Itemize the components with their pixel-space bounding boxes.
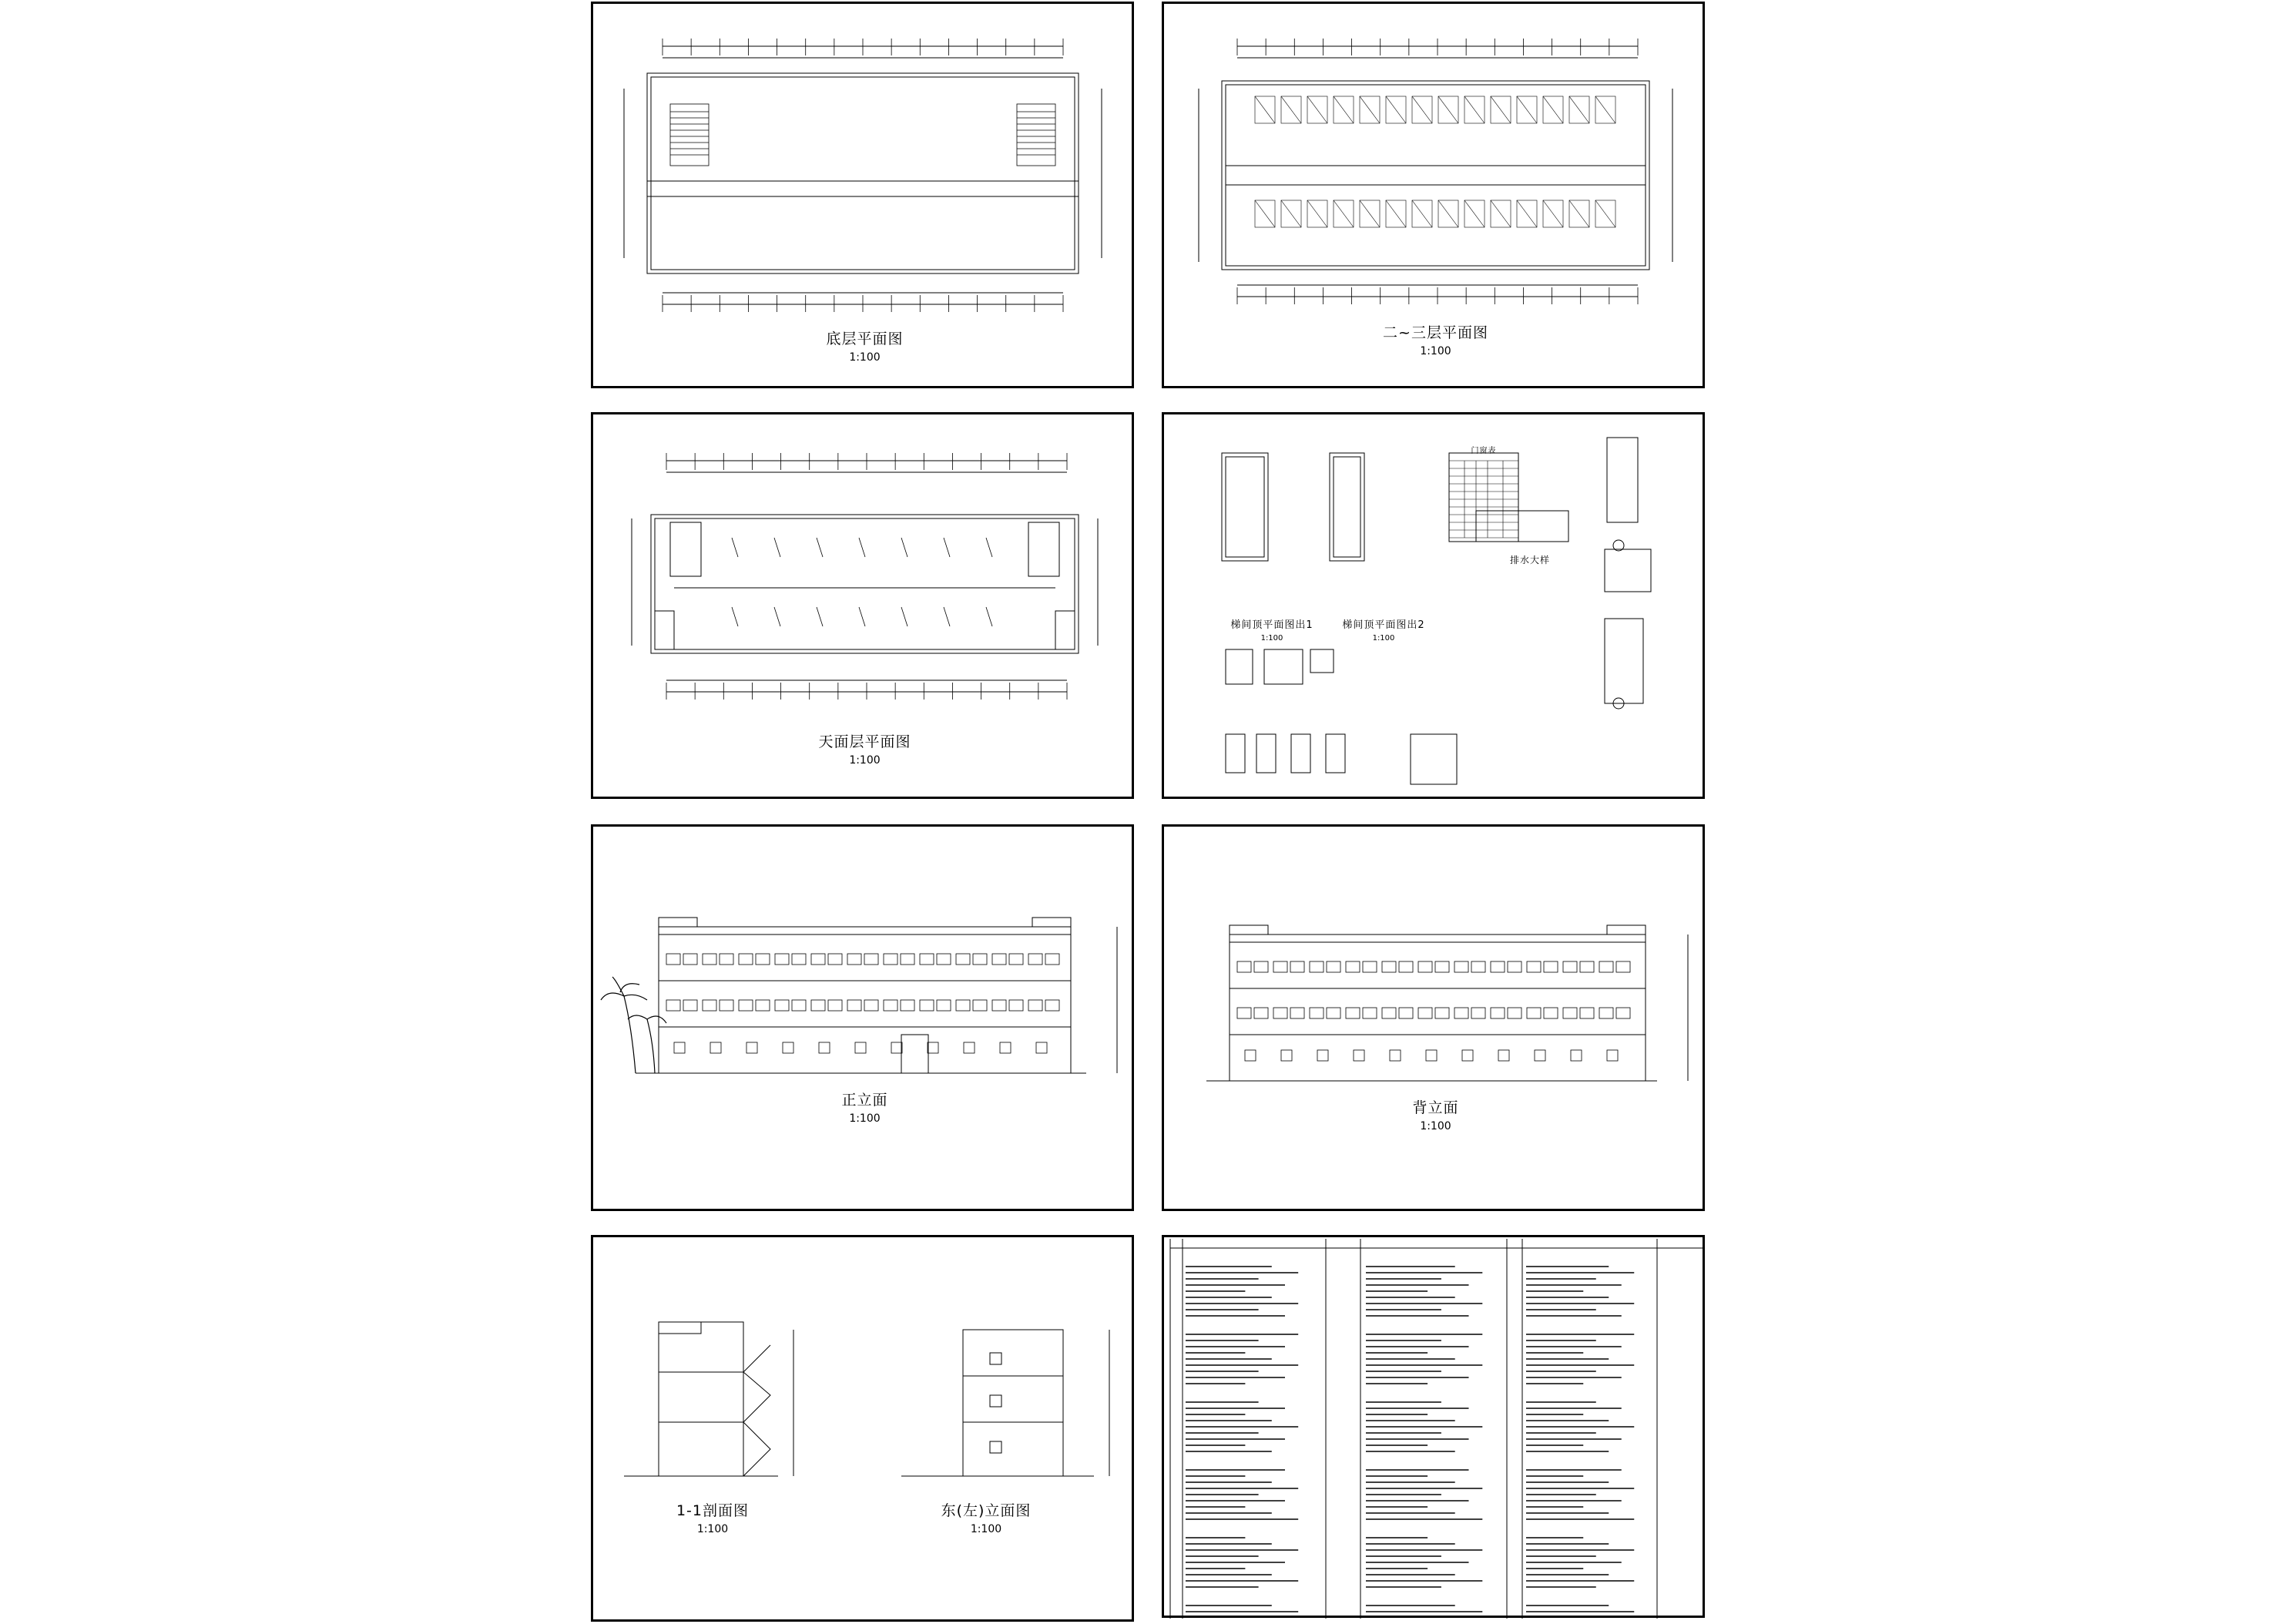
front-elevation-title <box>593 1089 1136 1125</box>
sheet-title: 二~三层平面图 <box>1383 324 1488 341</box>
sheet-scale: 1:100 <box>1420 1120 1451 1132</box>
side-elevation-title <box>901 1499 1071 1535</box>
section-side-drawing <box>593 1237 1136 1624</box>
ground-floor-plan-title <box>593 327 1136 364</box>
roof-plan-title <box>593 730 1136 767</box>
detail-scale: 1:100 <box>1372 634 1395 643</box>
sheet-upper-floor-plan <box>1162 2 1705 388</box>
rear-elevation-drawing <box>1164 827 1707 1213</box>
door-window-table-title <box>1449 444 1518 455</box>
sheet-title: 底层平面图 <box>826 331 904 347</box>
front-elevation-drawing <box>593 827 1136 1213</box>
detail-title: 梯间顶平面图出2 <box>1342 619 1425 631</box>
sheet-title: 天面层平面图 <box>818 733 911 750</box>
sheet-scale: 1:100 <box>849 1112 881 1125</box>
sheet-section-side <box>591 1235 1134 1622</box>
rear-elevation-title <box>1164 1096 1707 1132</box>
sheet-scale: 1:100 <box>1420 345 1451 357</box>
sheet-scale: 1:100 <box>970 1523 1002 1535</box>
sheet-roof-plan <box>591 412 1134 799</box>
design-notes-table <box>1164 1237 1707 1620</box>
upper-floor-plan-title <box>1164 321 1707 357</box>
section-title <box>636 1499 790 1535</box>
sheet-title: 1-1剖面图 <box>676 1502 750 1519</box>
sheet-title: 东(左)立面图 <box>941 1502 1032 1519</box>
drain-detail-title <box>1488 553 1572 566</box>
sheet-design-notes <box>1162 1235 1705 1618</box>
sheet-title: 背立面 <box>1412 1099 1459 1116</box>
stair-roof-plan-2-title <box>1318 616 1449 643</box>
detail-title: 排水大样 <box>1509 555 1550 565</box>
details-drawing <box>1164 414 1707 801</box>
sheet-rear-elevation <box>1162 824 1705 1211</box>
table-title: 门窗表 <box>1471 447 1497 455</box>
sheet-scale: 1:100 <box>696 1523 729 1535</box>
detail-title: 梯间顶平面图出1 <box>1230 619 1313 631</box>
sheet-front-elevation <box>591 824 1134 1211</box>
detail-scale: 1:100 <box>1260 634 1283 643</box>
sheet-ground-floor-plan <box>591 2 1134 388</box>
sheet-scale: 1:100 <box>849 754 881 767</box>
sheet-title: 正立面 <box>841 1092 888 1109</box>
sheet-details <box>1162 412 1705 799</box>
sheet-scale: 1:100 <box>849 351 881 364</box>
